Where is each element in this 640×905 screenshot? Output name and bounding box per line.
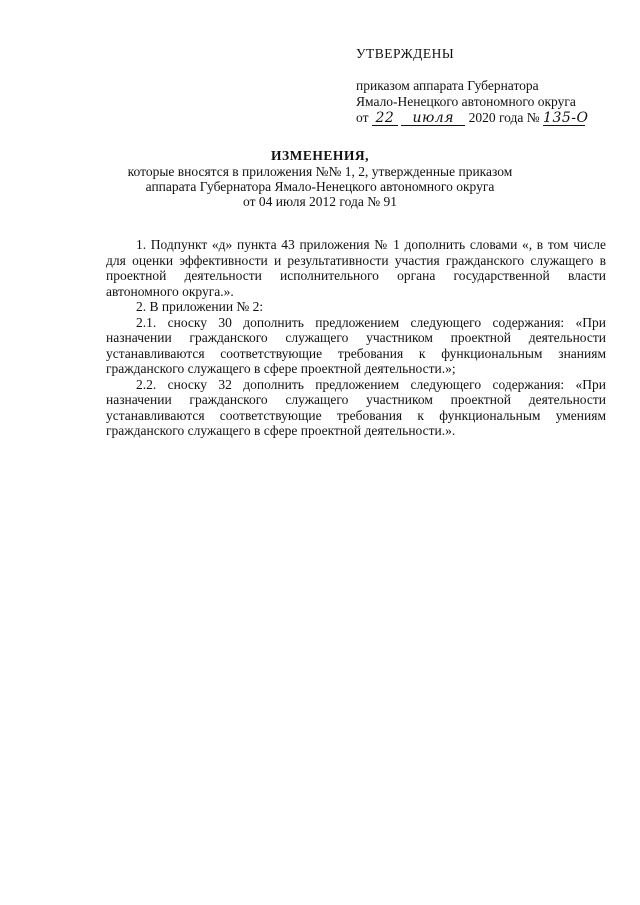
date-prefix: от <box>356 110 369 125</box>
paragraph-2: 2. В приложении № 2: <box>136 299 264 314</box>
approval-block <box>356 46 606 126</box>
approval-heading: УТВЕРЖДЕНЫ <box>356 46 455 61</box>
document-body <box>106 237 606 439</box>
document-title: ИЗМЕНЕНИЯ, <box>270 148 369 163</box>
title-line-2: аппарата Губернатора Ямало-Ненецкого автономного округа <box>145 179 495 194</box>
year-text: 2020 года № <box>468 110 540 125</box>
approval-date-line <box>356 110 606 126</box>
handwritten-month: июля <box>401 112 465 126</box>
handwritten-day: 22 <box>372 112 398 126</box>
paragraph-1: 1. Подпункт «д» пункта 43 приложения № 1 дополнить словами «, в том числе для оценки эффективности и результативности участия гражданского служащего в проектной деятельности исполнительного органа государственной власти автономного округа.». <box>106 237 606 299</box>
paragraph-2-1: 2.1. сноску 30 дополнить предложением следующего содержания: «При назначении гражданского служащего участником проектной деятельности устанавливаются соответствующие требования к функциональным знаниям гражданского служащего в сфере проектной деятельности.»; <box>106 314 606 376</box>
approval-line-2: Ямало-Ненецкого автономного округа <box>356 94 576 109</box>
handwritten-order-number: 135-О <box>543 110 589 126</box>
paragraph-2-2: 2.2. сноску 32 дополнить предложением следующего содержания: «При назначении гражданского служащего участником проектной деятельности устанавливаются соответствующие требования к функциональным умениям гражданского служащего в сфере проектной деятельности.». <box>106 376 606 438</box>
approval-line-1: приказом аппарата Губернатора <box>356 78 539 93</box>
title-line-3: от 04 июля 2012 года № 91 <box>243 194 397 209</box>
title-block <box>110 148 530 209</box>
title-line-1: которые вносятся в приложения №№ 1, 2, утвержденные приказом <box>127 164 513 179</box>
